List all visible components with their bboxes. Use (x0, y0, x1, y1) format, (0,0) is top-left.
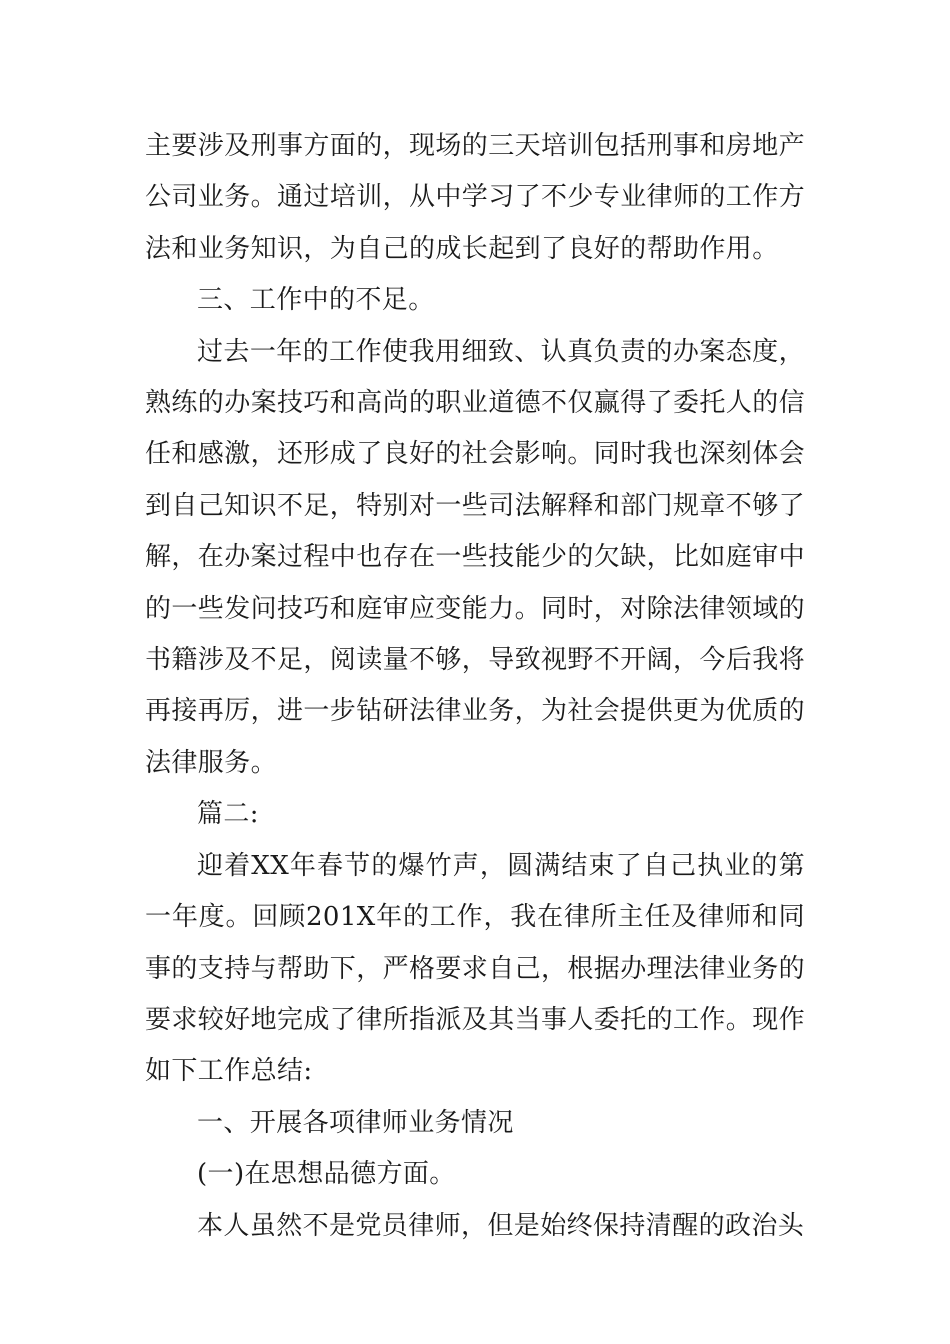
heading-part-two: 篇二: (197, 799, 259, 830)
paragraph-shortcomings: 过去一年的工作使我用细致、认真负责的办案态度，熟练的办案技巧和高尚的职业道德不仅赢得了委托人的信任和感激，还形成了良好的社会影响。同时我也深刻体会到自己知识不足，特别对一些司法解释和部门规章不够了解，在办案过程中也存在一些技能少的欠缺，比如庭审中的一些发问技巧和庭审应变能力。同时，对除法律领域的书籍涉及不足，阅读量不够，导致视野不开阔，今后我将再接再厉，进一步钻研法律业务，为社会提供更为优质的法律服务。 (145, 336, 806, 778)
document-body (145, 121, 805, 1252)
heading-shortcomings: 三、工作中的不足。 (197, 285, 435, 316)
paragraph-political-awareness: 本人虽然不是党员律师，但是始终保持清醒的政治头 (197, 1210, 805, 1241)
heading-business-overview: 一、开展各项律师业务情况 (197, 1107, 514, 1138)
paragraph-training-summary: 主要涉及刑事方面的，现场的三天培训包括刑事和房地产公司业务。通过培训，从中学习了不少专业律师的工作方法和业务知识，为自己的成长起到了良好的帮助作用。 (145, 131, 806, 264)
paragraph-year-review: 迎着XX年春节的爆竹声，圆满结束了自己执业的第一年度。回顾201X年的工作，我在律所主任及律师和同事的支持与帮助下，严格要求自己，根据办理法律业务的要求较好地完成了律所指派及其当事人委托的工作。现作如下工作总结: (145, 850, 806, 1087)
subheading-ideology-morality: (一)在思想品德方面。 (197, 1159, 456, 1190)
